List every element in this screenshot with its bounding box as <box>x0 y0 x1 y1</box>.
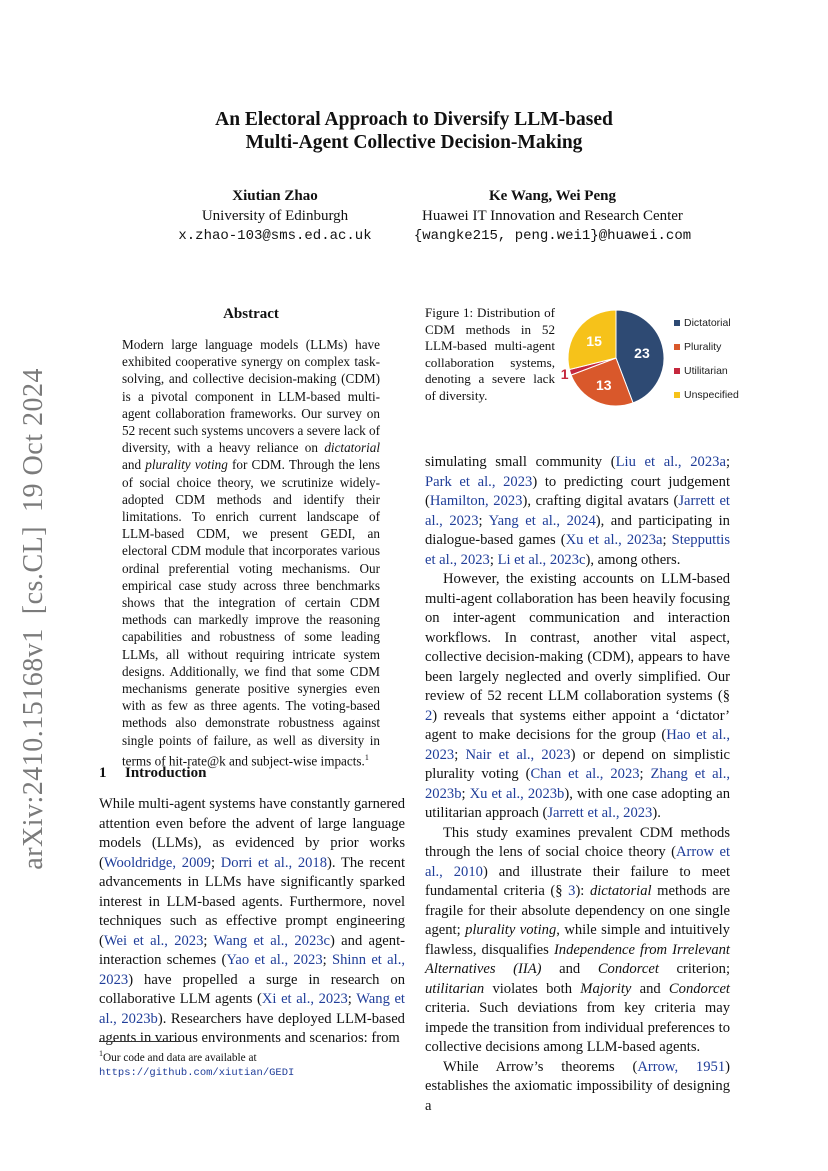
citation-link[interactable]: Wang et al., 2023c <box>213 932 331 949</box>
citation-link[interactable]: Jarrett et al., 2023 <box>425 493 730 529</box>
legend-swatch <box>674 368 680 374</box>
citation-link[interactable]: Dorri et al., 2018 <box>220 854 328 871</box>
legend-swatch <box>674 320 680 326</box>
citation-link[interactable]: Yang et al., 2024 <box>488 512 596 529</box>
pie-data-label: 1 <box>560 365 569 382</box>
pie-data-label: 23 <box>634 345 650 362</box>
citation-link[interactable]: Xi et al., 2023 <box>261 991 348 1007</box>
legend-label: Dictatorial <box>684 317 731 329</box>
footnote-number: 1 <box>99 1049 103 1058</box>
arxiv-date: 19 Oct 2024 <box>18 368 49 512</box>
paragraph: While Arrow’s theorems (Arrow, 1951) establishes the axiomatic impossibility of designing a <box>425 1058 730 1114</box>
citation-link[interactable]: Hamilton, 2023 <box>429 493 523 509</box>
author-affiliation: University of Edinburgh <box>201 208 349 224</box>
arxiv-id: arXiv:2410.15168v1 <box>18 628 49 870</box>
footnote-text: Our code and data are available at <box>103 1051 257 1064</box>
citation-link[interactable]: Zhang et al., 2023b <box>425 766 730 802</box>
citation-link[interactable]: Xu et al., 2023b <box>469 785 565 802</box>
citation-link[interactable]: Yao et al., 2023 <box>226 952 323 968</box>
pie-chart <box>550 300 780 420</box>
legend-label: Unspecified <box>684 389 739 401</box>
author-name: Xiutian Zhao <box>232 188 318 204</box>
abstract-heading: Abstract <box>223 306 279 322</box>
title-line-1: An Electoral Approach to Diversify LLM-based <box>215 109 613 130</box>
section-heading-introduction <box>99 765 206 782</box>
footnote <box>99 1047 409 1081</box>
citation-link[interactable]: Jarrett et al., 2023 <box>547 805 653 821</box>
author-name: Ke Wang, Wei Peng <box>489 188 616 204</box>
paragraph: However, the existing accounts on LLM-based multi-agent collaboration has been heavily focusing on inter-agent communication and interaction workflows. In contrast, another vital aspect, collective decision-making (CDM), appears to have been largely neglected and overly simplified. Our review of 52 recent LLM collaboration systems (§ 2) reveals that systems either appoint a ‘dictator’ agent to make decisions for the group (Hao et al., 2023; Nair et al., 2023) or depend on simplistic plurality voting (Chan et al., 2023; Zhang et al., 2023b; Xu et al., 2023b), with one case adopting an utilitarian approach (Jarrett et al., 2023). <box>425 571 730 821</box>
citation-link[interactable]: Park et al., 2023 <box>425 473 533 490</box>
abstract-body: Modern large language models (LLMs) have exhibited cooperative synergy on complex task-solving, and collective decision-making (CDM) is a pivotal component in LLM-based multi-agent collaboration frameworks. Our survey on 52 recent such systems uncovers a severe lack of diversity, with a heavy reliance on dictatorial and plurality voting for CDM. Through the lens of social choice theory, we scrutinize widely-adopted CDM methods and identify their limitations. To enrich current landscape of LLM-based CDM, we present GEDI, an electoral CDM module that incorporates various ordinal preferential voting mechanisms. Our empirical case study across three benchmarks shows that the integration of certain CDM methods can markedly improve the reasoning capabilities and robustness of some leading LLMs, all without requiring intricate system designs. Additionally, we find that some CDM mechanisms generate positive synergies even with as few as three agents. The voting-based methods also demonstrate robustness against single points of failure, as well as diversity in terms of hit-rate@k and subject-wise impacts.$^1$ <box>122 337 380 769</box>
citation-link[interactable]: Li et al., 2023c <box>497 551 586 568</box>
citation-link[interactable]: Wooldridge, 2009 <box>103 854 211 871</box>
citation-link[interactable]: Nair et al., 2023 <box>465 746 571 763</box>
legend-swatch <box>674 344 680 350</box>
right-column-text <box>425 453 730 1116</box>
citation-link[interactable]: Liu et al., 2023a <box>615 454 726 470</box>
arxiv-category: [cs.CL] <box>18 525 49 615</box>
section-title: Introduction <box>125 765 207 781</box>
title-line-2: Multi-Agent Collective Decision-Making <box>245 132 583 153</box>
citation-link[interactable]: Shinn et al., 2023 <box>99 952 405 988</box>
author-email[interactable]: {wangke215, peng.wei1}@huawei.com <box>413 228 692 244</box>
footnote-marker[interactable]: 1 <box>364 752 369 762</box>
legend-label: Plurality <box>684 341 722 353</box>
section-number: 1 <box>99 765 107 781</box>
figure-caption: Figure 1: Distribution of CDM methods in 52 LLM-based multi-agent collaboration systems, denoting a severe lack of diversity. <box>425 305 555 403</box>
paragraph: simulating small community (Liu et al., 2023a; Park et al., 2023) to predicting court judgement (Hamilton, 2023), crafting digital avatars (Jarrett et al., 2023; Yang et al., 2024), and participating in dialogue-based games (Xu et al., 2023a; Stepputtis et al., 2023; Li et al., 2023c), among others. <box>425 454 731 568</box>
section-ref-link[interactable]: 3 <box>568 883 576 899</box>
citation-link[interactable]: Wang et al., 2023b <box>99 991 405 1027</box>
author-email[interactable]: x.zhao-103@sms.ed.ac.uk <box>178 228 372 244</box>
arxiv-stamp <box>18 368 50 870</box>
author-block-1 <box>150 186 400 246</box>
pie-data-label: 15 <box>586 332 602 349</box>
citation-link[interactable]: Chan et al., 2023 <box>530 766 640 782</box>
citation-link[interactable]: Xu et al., 2023a <box>565 532 663 548</box>
author-block-2 <box>395 186 710 246</box>
legend-swatch <box>674 392 680 398</box>
footnote-url-link[interactable]: https://github.com/xiutian/GEDI <box>99 1067 295 1080</box>
intro-paragraph: While multi-agent systems have constantly garnered attention even before the advent of large language models (LLMs), as evidenced by prior works (Wooldridge, 2009; Dorri et al., 2018). The recent advancements in LLMs have significantly sparked interest in LLM-based agents. Furthermore, novel techniques such as effective prompt engineering (Wei et al., 2023; Wang et al., 2023c) and agent-interaction schemes (Yao et al., 2023; Shinn et al., 2023) have propelled a surge in research on collaborative LLM agents (Xi et al., 2023; Wang et al., 2023b). Researchers have deployed LLM-based agents in various environments and scenarios: from <box>99 796 406 1046</box>
legend-label: Utilitarian <box>684 365 728 377</box>
paragraph: This study examines prevalent CDM methods through the lens of social choice theory (Arrow et al., 2010) and illustrate their failure to meet fundamental criteria (§ 3): dictatorial methods are fragile for their absolute dependency on one single agent; plurality voting, while simple and intuitively flawless, disqualifies Independence from Irrelevant Alternatives (IIA) and Condorcet criterion; utilitarian violates both Majority and Condorcet criteria. Such deviations from key criteria may impede the transition from individual preferences to collective decisions among LLM-based agents. <box>425 824 730 1055</box>
footnote-divider <box>99 1041 181 1042</box>
citation-link[interactable]: Arrow, 1951 <box>637 1058 726 1075</box>
pie-data-label: 13 <box>595 377 612 394</box>
citation-link[interactable]: Hao et al., 2023 <box>425 727 730 763</box>
section-ref-link[interactable]: 2 <box>425 707 433 724</box>
citation-link[interactable]: Arrow et al., 2010 <box>425 844 730 880</box>
paper-title <box>150 108 678 154</box>
author-affiliation: Huawei IT Innovation and Research Center <box>422 208 683 224</box>
citation-link[interactable]: Wei et al., 2023 <box>103 932 204 949</box>
citation-link[interactable]: Stepputtis et al., 2023 <box>425 532 731 568</box>
